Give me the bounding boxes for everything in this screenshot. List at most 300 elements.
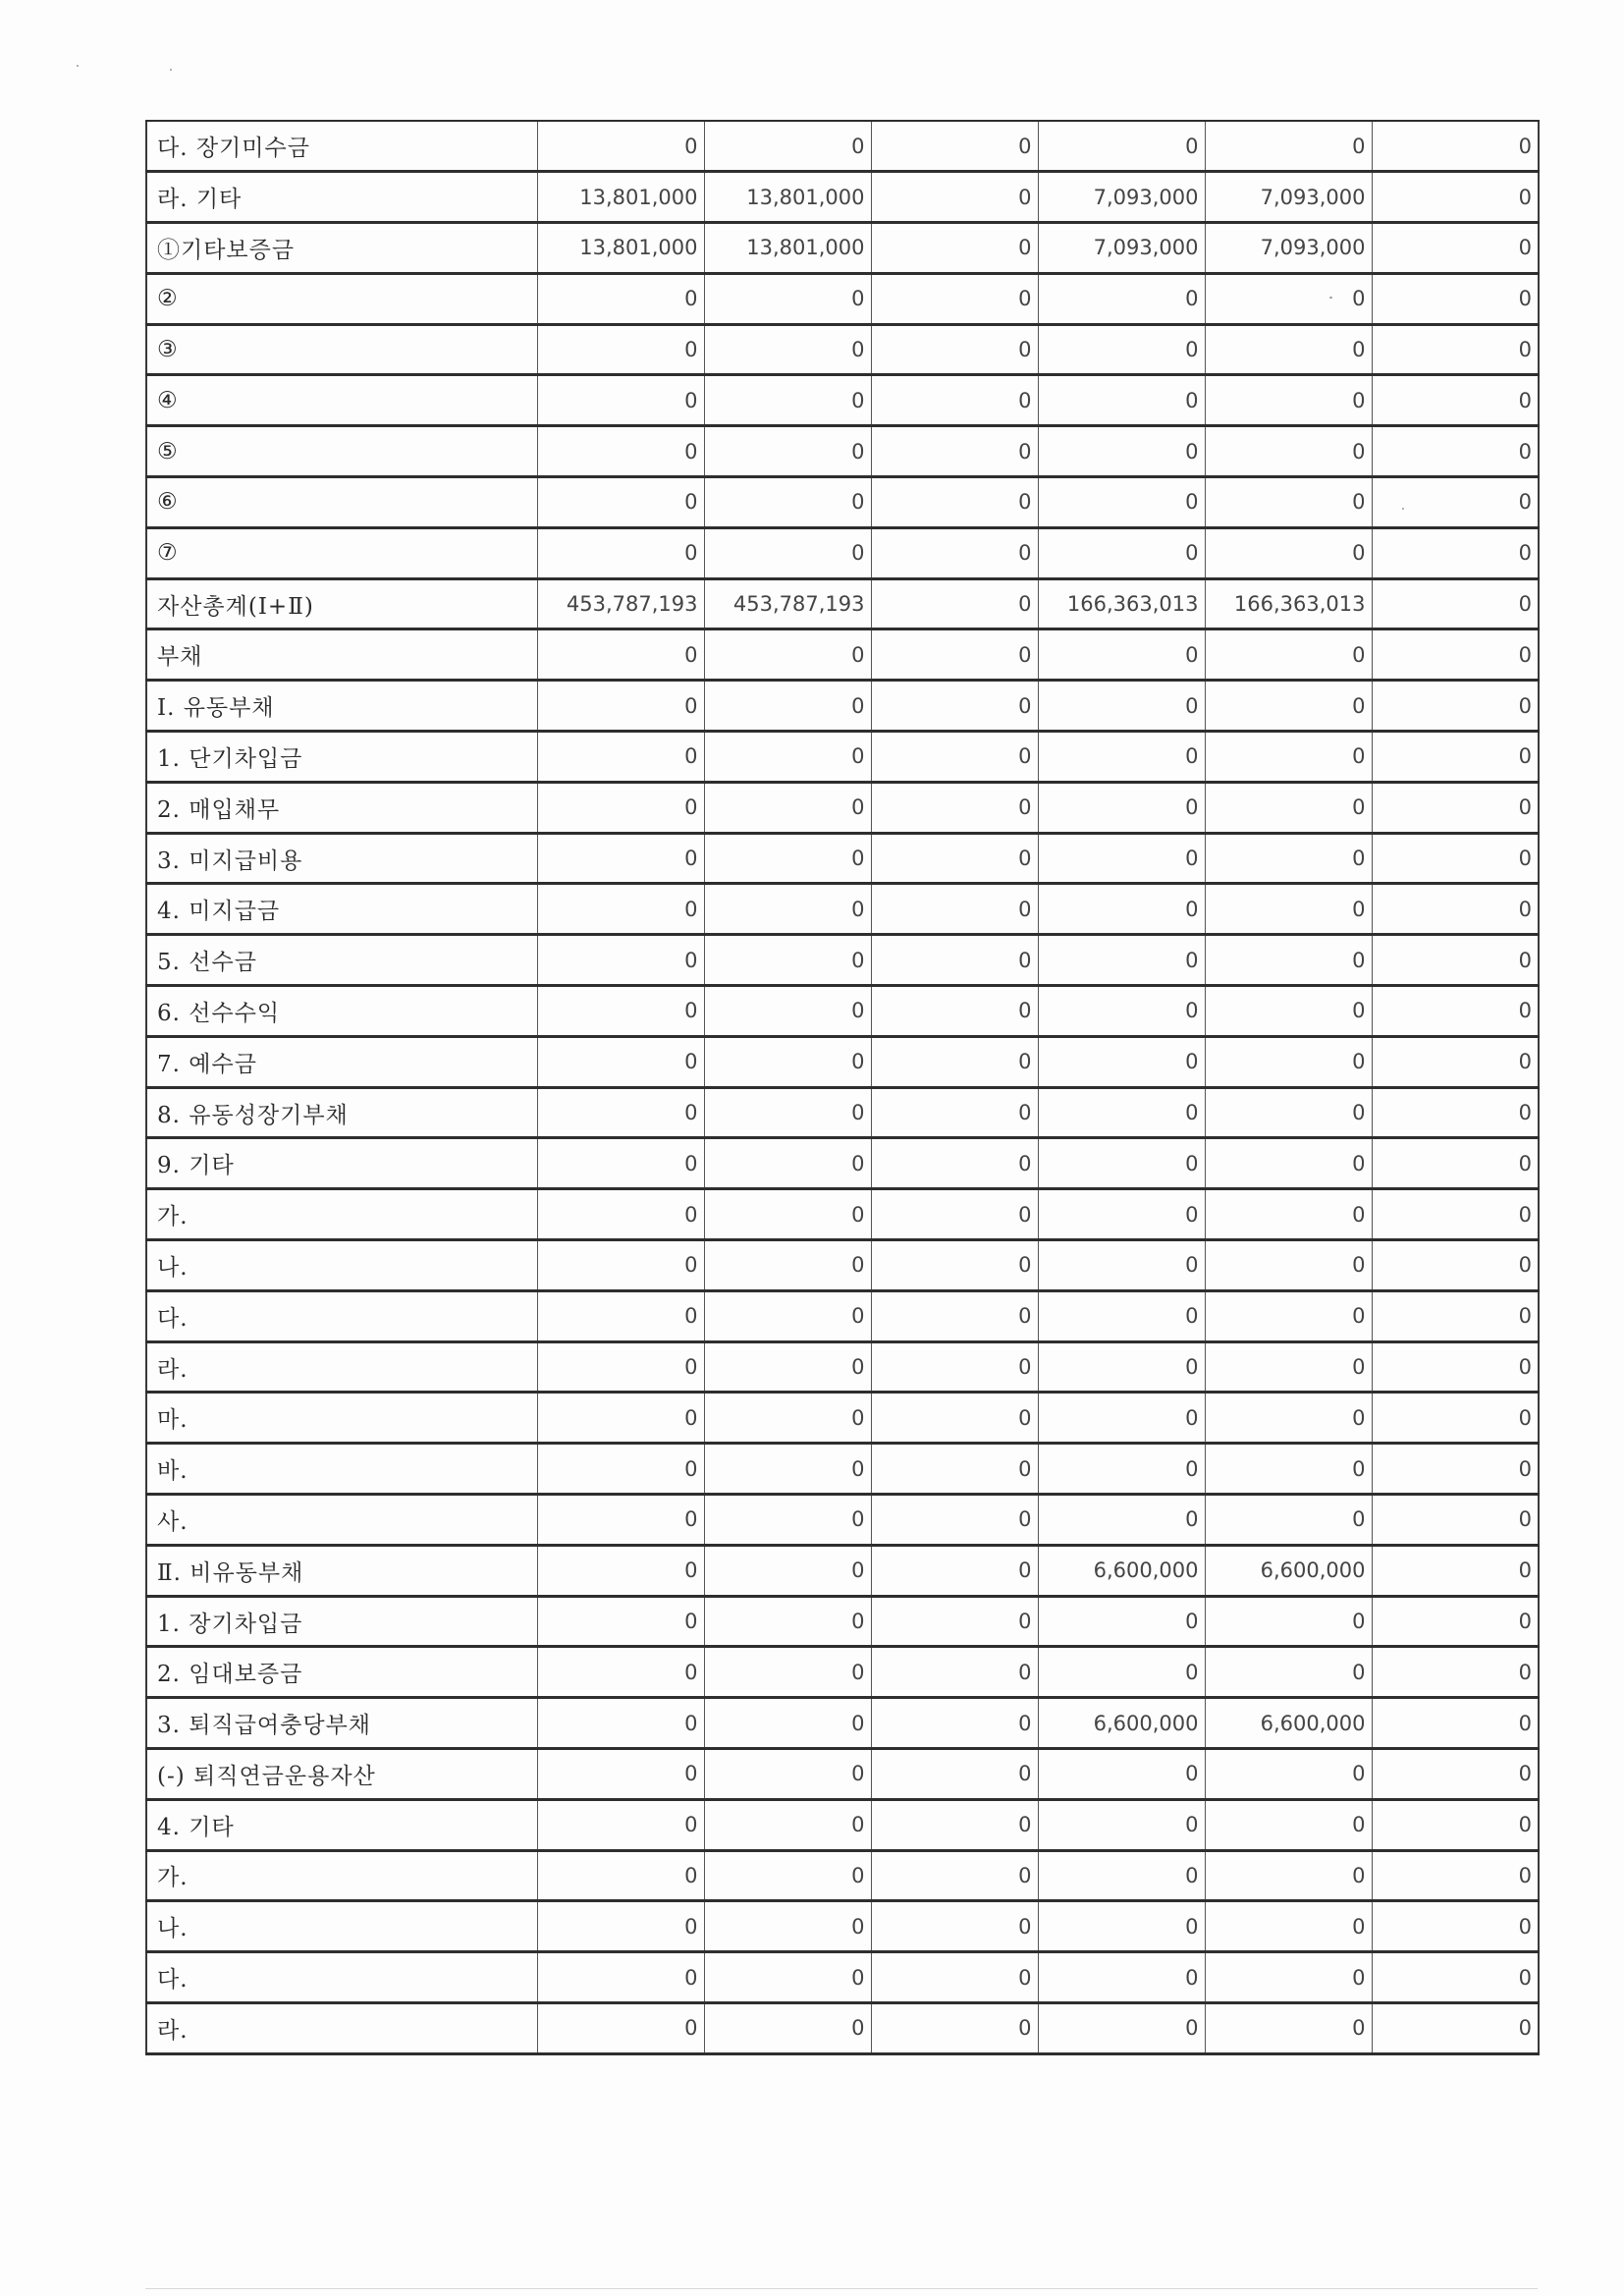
value-cell: 0 — [1372, 782, 1539, 833]
value-cell: 0 — [1038, 681, 1205, 732]
value-cell: 0 — [704, 1189, 871, 1240]
value-cell: 0 — [1372, 732, 1539, 783]
value-cell: 0 — [1372, 172, 1539, 223]
value-cell: 0 — [1205, 732, 1372, 783]
value-cell: 0 — [1372, 935, 1539, 986]
value-cell: 0 — [537, 833, 704, 884]
table-row — [146, 375, 1539, 426]
value-cell: 0 — [1372, 833, 1539, 884]
value-cell: 0 — [1205, 1138, 1372, 1189]
value-cell: 0 — [537, 527, 704, 578]
value-cell: 0 — [1372, 1901, 1539, 1952]
value-cell: 0 — [1038, 1495, 1205, 1546]
table-row — [146, 1952, 1539, 2003]
value-cell: 0 — [1372, 1240, 1539, 1291]
value-cell: 0 — [1205, 1290, 1372, 1341]
value-cell: 0 — [871, 986, 1038, 1037]
value-cell: 0 — [1372, 121, 1539, 172]
row-label: Ⅱ. 비유동부채 — [146, 1545, 537, 1596]
value-cell: 0 — [1205, 629, 1372, 681]
row-label: ⑥ — [146, 477, 537, 528]
value-cell: 0 — [704, 1290, 871, 1341]
value-cell: 0 — [1372, 1799, 1539, 1850]
value-cell: 0 — [704, 324, 871, 375]
value-cell: 0 — [537, 782, 704, 833]
value-cell: 0 — [871, 1341, 1038, 1393]
value-cell: 0 — [537, 1240, 704, 1291]
value-cell: 7,093,000 — [1038, 223, 1205, 274]
value-cell: 0 — [1038, 1189, 1205, 1240]
row-label: 나. — [146, 1240, 537, 1291]
value-cell: 0 — [1372, 1138, 1539, 1189]
table-row — [146, 986, 1539, 1037]
value-cell: 0 — [871, 1495, 1038, 1546]
value-cell: 0 — [871, 1901, 1038, 1952]
row-label: 마. — [146, 1393, 537, 1444]
value-cell: 0 — [1038, 1036, 1205, 1087]
value-cell: 0 — [704, 1087, 871, 1138]
financial-statement-table — [145, 120, 1540, 2055]
value-cell: 0 — [871, 324, 1038, 375]
value-cell: 0 — [537, 1901, 704, 1952]
value-cell: 0 — [1372, 1698, 1539, 1749]
value-cell: 0 — [537, 1189, 704, 1240]
value-cell: 0 — [1205, 477, 1372, 528]
row-label: 1. 장기차입금 — [146, 1596, 537, 1647]
value-cell: 0 — [1205, 2002, 1372, 2053]
value-cell: 6,600,000 — [1038, 1698, 1205, 1749]
value-cell: 0 — [1205, 1495, 1372, 1546]
value-cell: 0 — [1205, 681, 1372, 732]
table-row — [146, 782, 1539, 833]
value-cell: 0 — [537, 375, 704, 426]
value-cell: 0 — [871, 629, 1038, 681]
value-cell: 0 — [704, 1799, 871, 1850]
row-label: 라. — [146, 1341, 537, 1393]
value-cell: 0 — [871, 833, 1038, 884]
value-cell: 0 — [537, 1698, 704, 1749]
value-cell: 0 — [704, 1341, 871, 1393]
value-cell: 0 — [1038, 1901, 1205, 1952]
value-cell: 0 — [1205, 121, 1372, 172]
value-cell: 0 — [871, 1036, 1038, 1087]
value-cell: 0 — [704, 1850, 871, 1901]
value-cell: 0 — [1372, 1189, 1539, 1240]
value-cell: 0 — [1038, 732, 1205, 783]
value-cell: 0 — [537, 1799, 704, 1850]
table-row — [146, 1647, 1539, 1698]
value-cell: 0 — [704, 273, 871, 324]
value-cell: 0 — [704, 1545, 871, 1596]
value-cell: 0 — [871, 527, 1038, 578]
value-cell: 0 — [871, 2002, 1038, 2053]
value-cell: 0 — [704, 426, 871, 477]
value-cell: 0 — [1038, 121, 1205, 172]
table-row — [146, 1087, 1539, 1138]
value-cell: 13,801,000 — [537, 223, 704, 274]
value-cell: 0 — [1372, 324, 1539, 375]
row-label: 자산총계(Ⅰ+Ⅱ) — [146, 578, 537, 629]
value-cell: 0 — [1038, 935, 1205, 986]
value-cell: 0 — [871, 1393, 1038, 1444]
value-cell: 0 — [1372, 884, 1539, 935]
value-cell: 0 — [537, 426, 704, 477]
value-cell: 0 — [1372, 1341, 1539, 1393]
row-label: ⑦ — [146, 527, 537, 578]
row-label: (-) 퇴직연금운용자산 — [146, 1749, 537, 1800]
value-cell: 0 — [537, 1036, 704, 1087]
value-cell: 0 — [1205, 1036, 1372, 1087]
value-cell: 7,093,000 — [1038, 172, 1205, 223]
value-cell: 0 — [1372, 1290, 1539, 1341]
value-cell: 0 — [1372, 681, 1539, 732]
value-cell: 0 — [537, 273, 704, 324]
value-cell: 0 — [537, 2002, 704, 2053]
table-row — [146, 732, 1539, 783]
value-cell: 0 — [871, 172, 1038, 223]
row-label: ①기타보증금 — [146, 223, 537, 274]
row-label: 7. 예수금 — [146, 1036, 537, 1087]
table-row — [146, 527, 1539, 578]
value-cell: 0 — [537, 1087, 704, 1138]
row-label: 다. — [146, 1952, 537, 2003]
value-cell: 0 — [1205, 1850, 1372, 1901]
value-cell: 0 — [704, 1138, 871, 1189]
value-cell: 7,093,000 — [1205, 172, 1372, 223]
value-cell: 0 — [1205, 324, 1372, 375]
value-cell: 0 — [1372, 477, 1539, 528]
table-row — [146, 578, 1539, 629]
table-body — [146, 121, 1539, 2053]
row-label: 사. — [146, 1495, 537, 1546]
value-cell: 6,600,000 — [1205, 1545, 1372, 1596]
value-cell: 0 — [1038, 1749, 1205, 1800]
value-cell: 0 — [537, 1393, 704, 1444]
value-cell: 0 — [1205, 1189, 1372, 1240]
row-label: 다. 장기미수금 — [146, 121, 537, 172]
value-cell: 0 — [871, 782, 1038, 833]
value-cell: 0 — [871, 1596, 1038, 1647]
value-cell: 0 — [1205, 884, 1372, 935]
value-cell: 0 — [871, 477, 1038, 528]
value-cell: 0 — [537, 1138, 704, 1189]
value-cell: 13,801,000 — [704, 172, 871, 223]
table-row — [146, 172, 1539, 223]
scan-speck — [77, 65, 79, 67]
value-cell: 0 — [1205, 1596, 1372, 1647]
value-cell: 0 — [871, 1647, 1038, 1698]
value-cell: 0 — [1372, 223, 1539, 274]
value-cell: 0 — [1038, 1647, 1205, 1698]
table-row — [146, 833, 1539, 884]
value-cell: 0 — [1205, 426, 1372, 477]
value-cell: 0 — [537, 1952, 704, 2003]
value-cell: 0 — [1372, 1596, 1539, 1647]
value-cell: 166,363,013 — [1205, 578, 1372, 629]
value-cell: 0 — [1372, 578, 1539, 629]
value-cell: 0 — [537, 1495, 704, 1546]
value-cell: 0 — [1372, 1036, 1539, 1087]
value-cell: 0 — [537, 1596, 704, 1647]
row-label: 6. 선수수익 — [146, 986, 537, 1037]
value-cell: 0 — [1372, 1087, 1539, 1138]
value-cell: 0 — [704, 732, 871, 783]
value-cell: 0 — [704, 477, 871, 528]
value-cell: 0 — [537, 1290, 704, 1341]
row-label: ③ — [146, 324, 537, 375]
value-cell: 0 — [871, 1087, 1038, 1138]
value-cell: 0 — [1038, 1952, 1205, 2003]
value-cell: 0 — [1205, 1647, 1372, 1698]
value-cell: 0 — [1038, 782, 1205, 833]
value-cell: 0 — [1038, 1138, 1205, 1189]
table-row — [146, 1495, 1539, 1546]
table-row — [146, 1850, 1539, 1901]
value-cell: 0 — [704, 1495, 871, 1546]
value-cell: 0 — [1205, 833, 1372, 884]
value-cell: 0 — [704, 1901, 871, 1952]
row-label: 2. 임대보증금 — [146, 1647, 537, 1698]
value-cell: 0 — [871, 884, 1038, 935]
table-row — [146, 1393, 1539, 1444]
row-label: 가. — [146, 1850, 537, 1901]
value-cell: 0 — [871, 681, 1038, 732]
row-label: 4. 미지급금 — [146, 884, 537, 935]
value-cell: 0 — [704, 375, 871, 426]
table-row — [146, 477, 1539, 528]
value-cell: 0 — [1038, 986, 1205, 1037]
value-cell: 166,363,013 — [1038, 578, 1205, 629]
row-label: 다. — [146, 1290, 537, 1341]
table-row — [146, 1240, 1539, 1291]
value-cell: 0 — [1205, 1952, 1372, 2003]
row-label: 3. 퇴직급여충당부채 — [146, 1698, 537, 1749]
value-cell: 0 — [537, 884, 704, 935]
row-label: ② — [146, 273, 537, 324]
row-label: 나. — [146, 1901, 537, 1952]
table-row — [146, 1036, 1539, 1087]
table-row — [146, 324, 1539, 375]
value-cell: 0 — [537, 324, 704, 375]
value-cell: 0 — [537, 935, 704, 986]
value-cell: 0 — [871, 273, 1038, 324]
value-cell: 0 — [537, 1647, 704, 1698]
row-label: 8. 유동성장기부채 — [146, 1087, 537, 1138]
value-cell: 0 — [537, 1850, 704, 1901]
table-row — [146, 935, 1539, 986]
value-cell: 7,093,000 — [1205, 223, 1372, 274]
value-cell: 6,600,000 — [1038, 1545, 1205, 1596]
table-row — [146, 1138, 1539, 1189]
value-cell: 0 — [871, 426, 1038, 477]
value-cell: 0 — [871, 375, 1038, 426]
table-row — [146, 1444, 1539, 1495]
value-cell: 0 — [537, 681, 704, 732]
value-cell: 0 — [1205, 1749, 1372, 1800]
value-cell: 0 — [1038, 324, 1205, 375]
value-cell: 0 — [1205, 1444, 1372, 1495]
table-row — [146, 884, 1539, 935]
value-cell: 0 — [1372, 273, 1539, 324]
value-cell: 0 — [704, 1444, 871, 1495]
value-cell: 0 — [704, 1952, 871, 2003]
value-cell: 0 — [704, 1596, 871, 1647]
value-cell: 0 — [1038, 1240, 1205, 1291]
value-cell: 0 — [1038, 1341, 1205, 1393]
row-label: 2. 매입채무 — [146, 782, 537, 833]
value-cell: 0 — [704, 1749, 871, 1800]
value-cell: 0 — [704, 833, 871, 884]
value-cell: 0 — [1205, 1393, 1372, 1444]
table-row — [146, 1749, 1539, 1800]
value-cell: 0 — [871, 1850, 1038, 1901]
value-cell: 0 — [1038, 273, 1205, 324]
table-row — [146, 1698, 1539, 1749]
value-cell: 0 — [1038, 1596, 1205, 1647]
value-cell: 0 — [871, 1189, 1038, 1240]
row-label: Ⅰ. 유동부채 — [146, 681, 537, 732]
value-cell: 0 — [871, 1952, 1038, 2003]
value-cell: 453,787,193 — [704, 578, 871, 629]
value-cell: 0 — [1038, 527, 1205, 578]
value-cell: 0 — [537, 629, 704, 681]
value-cell: 0 — [871, 121, 1038, 172]
value-cell: 0 — [1205, 1799, 1372, 1850]
value-cell: 0 — [1372, 1495, 1539, 1546]
value-cell: 0 — [704, 2002, 871, 2053]
value-cell: 0 — [1205, 935, 1372, 986]
value-cell: 0 — [871, 1698, 1038, 1749]
row-label: 9. 기타 — [146, 1138, 537, 1189]
value-cell: 0 — [704, 1240, 871, 1291]
value-cell: 0 — [1372, 375, 1539, 426]
value-cell: 0 — [704, 527, 871, 578]
value-cell: 0 — [1205, 1087, 1372, 1138]
value-cell: 0 — [1372, 527, 1539, 578]
value-cell: 0 — [1372, 2002, 1539, 2053]
value-cell: 0 — [704, 986, 871, 1037]
value-cell: 0 — [537, 121, 704, 172]
value-cell: 0 — [1038, 1393, 1205, 1444]
value-cell: 0 — [871, 1290, 1038, 1341]
value-cell: 0 — [1372, 426, 1539, 477]
value-cell: 0 — [1038, 1444, 1205, 1495]
value-cell: 0 — [1372, 1850, 1539, 1901]
value-cell: 0 — [1038, 1087, 1205, 1138]
value-cell: 0 — [537, 1545, 704, 1596]
table-row — [146, 426, 1539, 477]
table-row — [146, 2002, 1539, 2053]
row-label: 바. — [146, 1444, 537, 1495]
value-cell: 0 — [1205, 1341, 1372, 1393]
value-cell: 453,787,193 — [537, 578, 704, 629]
table-row — [146, 1799, 1539, 1850]
page-edge-line — [145, 2288, 1538, 2289]
row-label: 라. — [146, 2002, 537, 2053]
value-cell: 0 — [1205, 782, 1372, 833]
value-cell: 0 — [871, 1240, 1038, 1291]
value-cell: 13,801,000 — [704, 223, 871, 274]
value-cell: 0 — [1038, 1290, 1205, 1341]
value-cell: 0 — [537, 1749, 704, 1800]
value-cell: 0 — [704, 935, 871, 986]
row-label: ④ — [146, 375, 537, 426]
value-cell: 0 — [704, 884, 871, 935]
value-cell: 0 — [871, 1749, 1038, 1800]
value-cell: 0 — [1038, 2002, 1205, 2053]
table-row — [146, 121, 1539, 172]
table-row — [146, 1545, 1539, 1596]
table-row — [146, 273, 1539, 324]
table-row — [146, 681, 1539, 732]
value-cell: 0 — [537, 1444, 704, 1495]
table-row — [146, 629, 1539, 681]
table-row — [146, 1189, 1539, 1240]
value-cell: 0 — [871, 1138, 1038, 1189]
value-cell: 0 — [1372, 1444, 1539, 1495]
value-cell: 0 — [1372, 629, 1539, 681]
value-cell: 13,801,000 — [537, 172, 704, 223]
value-cell: 0 — [1205, 1901, 1372, 1952]
value-cell: 0 — [871, 578, 1038, 629]
value-cell: 0 — [537, 986, 704, 1037]
table-row — [146, 1341, 1539, 1393]
value-cell: 0 — [1038, 629, 1205, 681]
value-cell: 0 — [1372, 986, 1539, 1037]
value-cell: 0 — [1372, 1749, 1539, 1800]
row-label: 1. 단기차입금 — [146, 732, 537, 783]
table-row — [146, 1596, 1539, 1647]
value-cell: 0 — [704, 1036, 871, 1087]
value-cell: 0 — [871, 935, 1038, 986]
scan-speck — [170, 69, 172, 71]
value-cell: 0 — [704, 121, 871, 172]
value-cell: 0 — [1038, 477, 1205, 528]
value-cell: 6,600,000 — [1205, 1698, 1372, 1749]
value-cell: 0 — [1205, 1240, 1372, 1291]
value-cell: 0 — [1205, 375, 1372, 426]
value-cell: 0 — [871, 1444, 1038, 1495]
value-cell: 0 — [704, 629, 871, 681]
value-cell: 0 — [1038, 884, 1205, 935]
value-cell: 0 — [537, 1341, 704, 1393]
value-cell: 0 — [871, 1545, 1038, 1596]
value-cell: 0 — [1205, 273, 1372, 324]
row-label: 가. — [146, 1189, 537, 1240]
value-cell: 0 — [1038, 1799, 1205, 1850]
value-cell: 0 — [704, 1393, 871, 1444]
value-cell: 0 — [871, 1799, 1038, 1850]
row-label: 3. 미지급비용 — [146, 833, 537, 884]
value-cell: 0 — [537, 477, 704, 528]
value-cell: 0 — [704, 1698, 871, 1749]
table-row — [146, 223, 1539, 274]
value-cell: 0 — [1205, 986, 1372, 1037]
table-row — [146, 1290, 1539, 1341]
value-cell: 0 — [871, 223, 1038, 274]
row-label: ⑤ — [146, 426, 537, 477]
value-cell: 0 — [1038, 375, 1205, 426]
table-row — [146, 1901, 1539, 1952]
value-cell: 0 — [1038, 426, 1205, 477]
value-cell: 0 — [704, 681, 871, 732]
value-cell: 0 — [1372, 1545, 1539, 1596]
value-cell: 0 — [537, 732, 704, 783]
value-cell: 0 — [871, 732, 1038, 783]
value-cell: 0 — [1038, 833, 1205, 884]
row-label: 라. 기타 — [146, 172, 537, 223]
row-label: 4. 기타 — [146, 1799, 537, 1850]
